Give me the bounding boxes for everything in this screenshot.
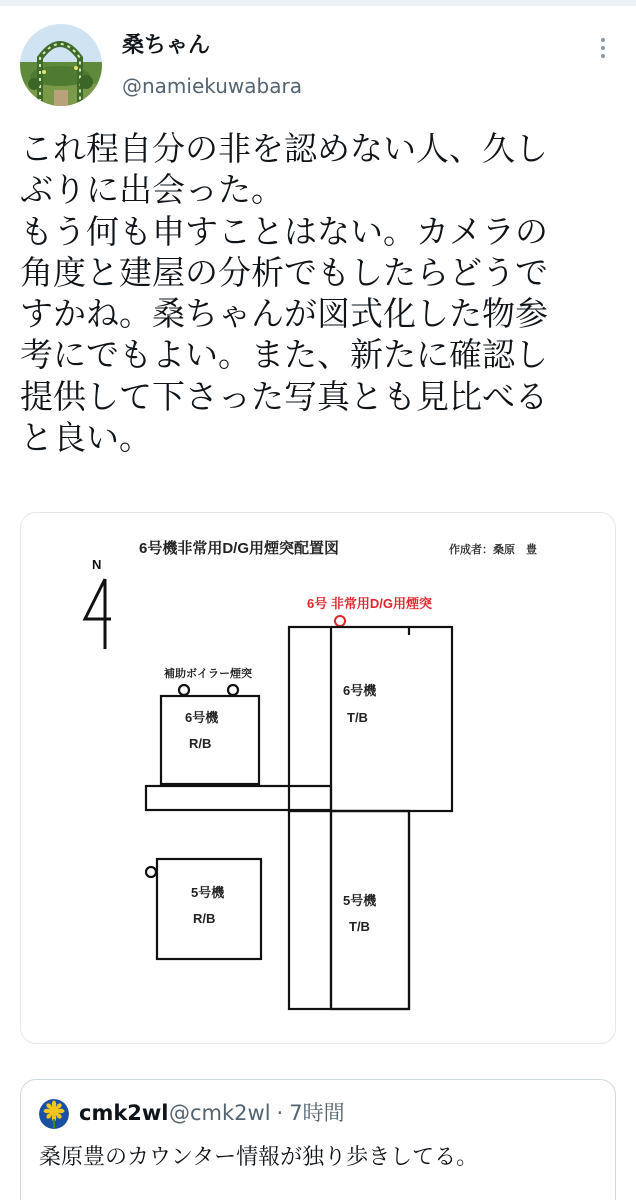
tweet-text-line: すかね。桑ちゃんが図式化した物参: [20, 294, 548, 334]
more-dots-icon: [601, 46, 605, 50]
display-name[interactable]: 桑ちゃん: [122, 33, 211, 58]
unit6-rb-label-1: 6号機: [185, 710, 219, 725]
diagram-title: 6号機非常用D/G用煙突配置図: [139, 540, 340, 557]
north-arrow-icon: [85, 579, 111, 619]
quoted-tweet-card[interactable]: [20, 1079, 616, 1200]
quote-meta: [169, 1098, 351, 1128]
tweet-text-line: ぶりに出会った。: [20, 170, 284, 210]
tweet-text-line: 提供して下さった写真とも見比べる: [20, 376, 548, 416]
unit5-tb-label-2: T/B: [349, 919, 370, 934]
tweet-text-line: これ程自分の非を認めない人、久し: [20, 129, 548, 168]
unit5-rb-label-1: 5号機: [191, 885, 225, 900]
tweet-text: [20, 128, 616, 458]
quote-handle[interactable]: @cmk2wl: [169, 1101, 271, 1125]
quote-separator: ·: [276, 1101, 284, 1125]
unit6-tb-outline: [289, 627, 452, 811]
connecting-corridor: [146, 786, 331, 810]
quote-display-name[interactable]: cmk2wl: [79, 1101, 169, 1125]
profile-avatar[interactable]: [20, 24, 102, 106]
lower-building-outline: [289, 811, 409, 1009]
attached-image[interactable]: [20, 512, 616, 1044]
diagram-author: 作成者：桑原 豊: [449, 544, 537, 556]
unit5-rb-label-2: R/B: [193, 911, 216, 926]
more-options-button[interactable]: [588, 30, 618, 66]
unit5-rb-outline: [157, 859, 261, 959]
quote-time[interactable]: 7時間: [289, 1101, 345, 1125]
quote-avatar[interactable]: [39, 1099, 69, 1129]
unit6-rb-label-2: R/B: [189, 736, 212, 751]
garden-arch-avatar-image: [20, 24, 102, 106]
quote-text: 桑原豊のカウンター情報が独り歩きしてる。: [39, 1145, 479, 1170]
tweet-text-line: 角度と建屋の分析でもしたらどうで: [20, 252, 548, 292]
unit5-tb-label-1: 5号機: [343, 893, 377, 908]
tweet-text-line: と良い。: [20, 418, 152, 458]
unit6-tb-label-2: T/B: [347, 710, 368, 725]
unit5-stack-marker: [146, 867, 156, 877]
user-handle[interactable]: @namiekuwabara: [122, 74, 302, 98]
dg-stack-label: 6号 非常用D/G用煙突: [307, 596, 432, 611]
aux-boiler-label: 補助ボイラー煙突: [164, 668, 252, 680]
unit6-tb-label-1: 6号機: [343, 683, 377, 698]
more-dots-icon: [601, 38, 605, 42]
tweet-text-line: もう何も申すことはない。カメラの: [20, 211, 548, 251]
aux-boiler-stack-marker: [179, 685, 189, 695]
more-dots-icon: [601, 54, 605, 58]
unit5-tb-outline: [331, 811, 409, 1009]
stack-layout-diagram: [21, 513, 616, 1044]
dg-stack-marker: [335, 616, 345, 626]
top-strip: [0, 0, 636, 6]
tweet-text-line: 考にでもよい。また、新たに確認し: [20, 335, 548, 375]
north-label: N: [92, 557, 102, 572]
aux-boiler-stack-marker: [228, 685, 238, 695]
